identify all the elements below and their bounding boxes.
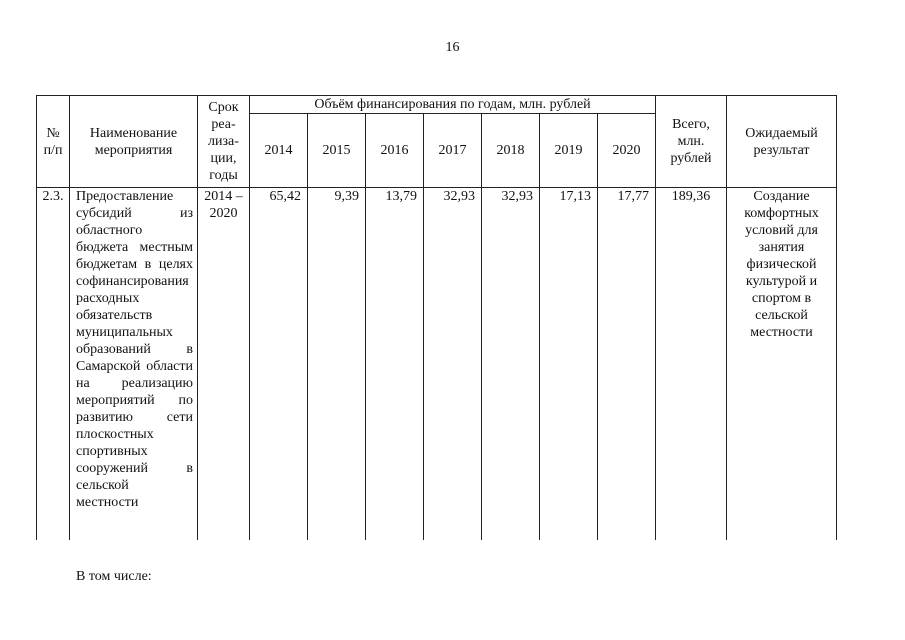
header-period: Срок реа- лиза- ции, годы: [198, 96, 250, 188]
header-year: 2018: [482, 114, 540, 188]
row-total: 189,36: [656, 188, 727, 540]
row-value-2017: 32,93: [424, 188, 482, 540]
row-value-2016: 13,79: [366, 188, 424, 540]
header-year: 2020: [598, 114, 656, 188]
header-year: 2017: [424, 114, 482, 188]
header-year: 2015: [308, 114, 366, 188]
page-number: 16: [445, 40, 460, 55]
row-value-2018: 32,93: [482, 188, 540, 540]
row-value-2019: 17,13: [540, 188, 598, 540]
table-row: [37, 188, 837, 540]
subtotal-label: В том числе:: [76, 569, 152, 584]
financing-table: [36, 95, 837, 540]
row-number: 2.3.: [37, 188, 70, 540]
row-value-2020: 17,77: [598, 188, 656, 540]
row-value-2015: 9,39: [308, 188, 366, 540]
header-year: 2019: [540, 114, 598, 188]
header-number: № п/п: [37, 96, 70, 188]
header-financing-group: Объём финансирования по годам, млн. рублей: [250, 96, 656, 114]
row-period: 2014 – 2020: [198, 188, 250, 540]
row-name: Предоставление субсидий из областного бюджета местным бюджетам в целях софинансирования расходных обязательств муниципальных образований в Самарской области на реализацию мероприятий по развитию сети плоскостных спортивных сооружений в сельской местности: [70, 188, 198, 540]
header-total: Всего, млн. рублей: [656, 96, 727, 188]
header-result: Ожидаемый результат: [727, 96, 837, 188]
row-value-2014: 65,42: [250, 188, 308, 540]
header-year: 2014: [250, 114, 308, 188]
header-year: 2016: [366, 114, 424, 188]
row-result: Создание комфортных условий для занятия физической культурой и спортом в сельской местности: [727, 188, 837, 540]
header-name: Наименование мероприятия: [70, 96, 198, 188]
